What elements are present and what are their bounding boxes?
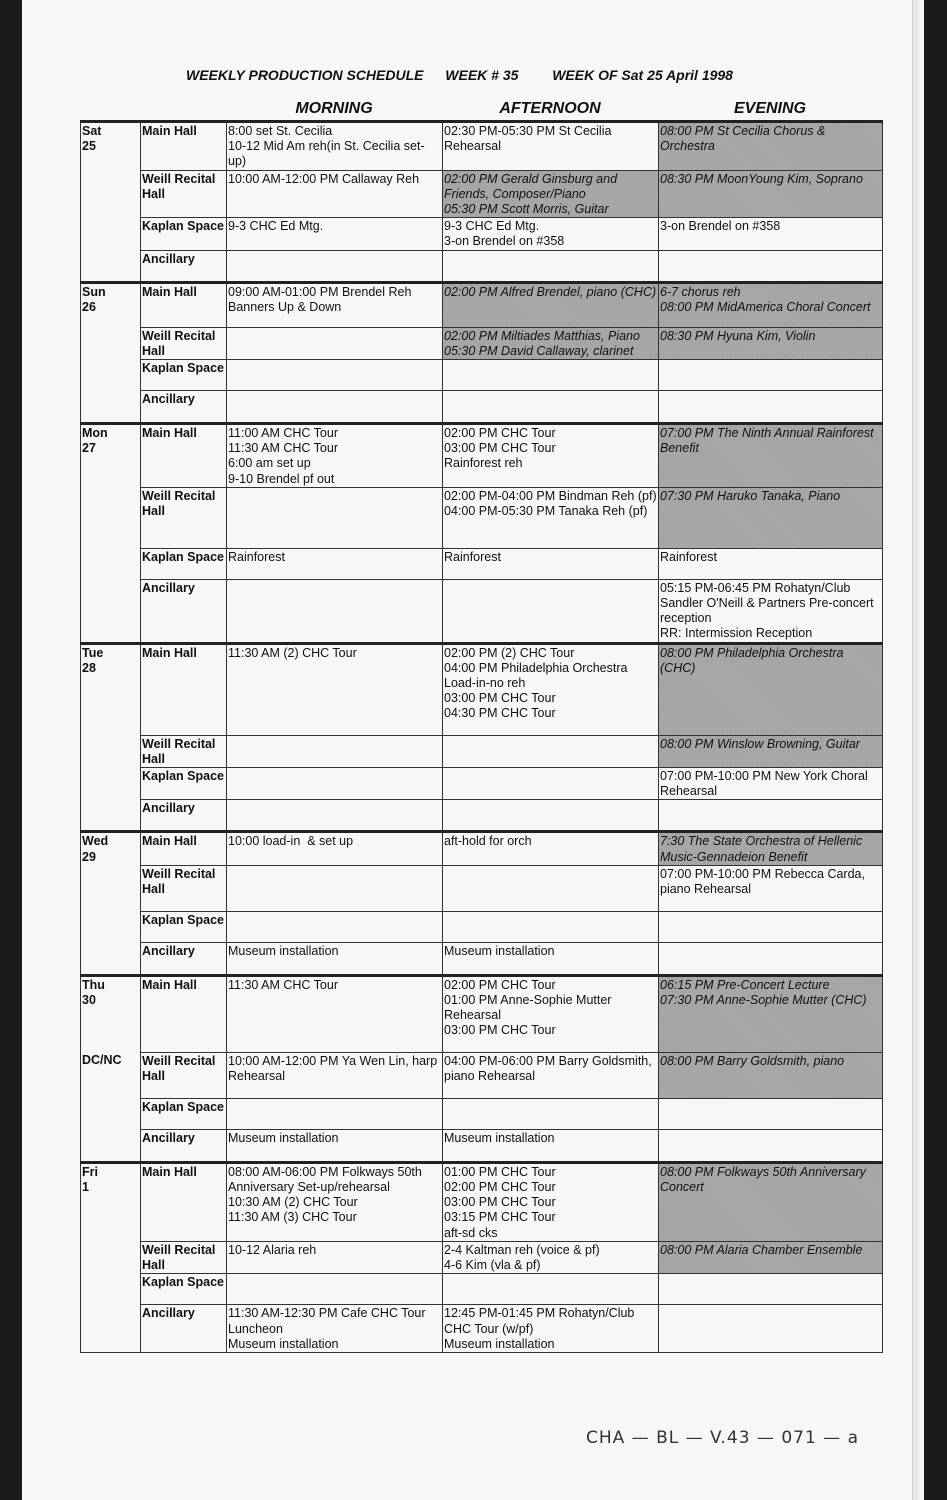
- afternoon-cell: [443, 832, 659, 865]
- space-label: Kaplan Space: [142, 912, 224, 927]
- schedule-entry: 07:30 PM Anne-Sophie Mutter (CHC): [660, 993, 867, 1008]
- schedule-entry: 08:00 PM Philadelphia Orchestra (CHC): [660, 645, 847, 675]
- day-cell: [81, 1274, 141, 1305]
- evening-cell: [659, 1162, 883, 1241]
- evening-cell: [659, 832, 883, 865]
- schedule-row: [81, 1305, 883, 1353]
- schedule-entry: 05:30 PM Scott Morris, Guitar: [444, 202, 609, 217]
- schedule-entry: 4-6 Kim (vla & pf): [444, 1258, 541, 1273]
- evening-cell: [659, 391, 883, 424]
- schedule-entry: 11:30 AM CHC Tour: [228, 977, 339, 992]
- morning-cell: [227, 975, 443, 1052]
- schedule-entry: 05:15 PM-06:45 PM Rohatyn/Club Sandler O'Neill & Partners Pre-concert reception: [660, 580, 878, 626]
- schedule-entry: 10-12 Mid Am reh(in St. Cecilia set-up): [228, 139, 425, 169]
- schedule-row: [81, 250, 883, 282]
- space-label: Main Hall: [142, 284, 197, 299]
- morning-header: MORNING: [295, 100, 373, 117]
- afternoon-cell: [443, 1274, 659, 1305]
- space-cell: [141, 218, 227, 250]
- space-label: Ancillary: [142, 1130, 195, 1145]
- space-cell: [141, 768, 227, 800]
- day-cell: [81, 282, 141, 327]
- evening-header: EVENING: [733, 100, 806, 117]
- evening-cell: [659, 1241, 883, 1273]
- space-cell: [141, 865, 227, 911]
- schedule-entry: 03:00 PM CHC Tour: [444, 691, 556, 706]
- schedule-row: [81, 327, 883, 359]
- space-label: Weill Recital Hall: [142, 171, 216, 201]
- evening-cell: [659, 250, 883, 282]
- space-label: Kaplan Space: [142, 1099, 224, 1114]
- space-cell: [141, 360, 227, 391]
- evening-cell: [659, 1305, 883, 1353]
- archive-annotation: CHA — BL — V.43 — 071 — a: [586, 1428, 859, 1448]
- schedule-entry: 12:45 PM-01:45 PM Rohatyn/Club CHC Tour (w/pf): [444, 1306, 638, 1336]
- schedule-entry: aft-hold for orch: [444, 834, 532, 849]
- schedule-entry: 04:00 PM Philadelphia Orchestra Load-in-no reh: [444, 660, 631, 691]
- space-cell: [141, 1162, 227, 1241]
- schedule-entry: 6-7 chorus reh: [660, 284, 741, 299]
- day-cell: [81, 911, 141, 942]
- schedule-entry: 10:00 AM-12:00 PM Ya Wen Lin, harp Rehearsal: [228, 1053, 441, 1084]
- space-label: Main Hall: [142, 645, 197, 660]
- afternoon-cell: [443, 735, 659, 767]
- schedule-entry: 2-4 Kaltman reh (voice & pf): [444, 1242, 600, 1257]
- day-cell: [81, 218, 141, 250]
- schedule-entry: Museum installation: [228, 1336, 339, 1351]
- schedule-entry: 07:00 PM-10:00 PM Rebecca Carda, piano Rehearsal: [660, 866, 869, 897]
- space-label: Weill Recital Hall: [142, 328, 216, 358]
- space-cell: [141, 643, 227, 735]
- afternoon-cell: [443, 250, 659, 282]
- afternoon-cell: [443, 800, 659, 832]
- schedule-entry: 08:00 PM MidAmerica Choral Concert: [660, 299, 871, 314]
- schedule-row: [81, 1129, 883, 1162]
- space-cell: [141, 282, 227, 327]
- schedule-entry: 9-3 CHC Ed Mtg.: [444, 219, 540, 234]
- space-cell: [141, 391, 227, 424]
- space-label: Ancillary: [142, 392, 195, 407]
- day-cell: [81, 942, 141, 975]
- morning-cell: [227, 942, 443, 975]
- schedule-row: [81, 643, 883, 735]
- schedule-entry: 02:00 PM Miltiades Matthias, Piano: [444, 328, 640, 343]
- space-cell: [141, 832, 227, 865]
- schedule-entry: Museum installation: [444, 1130, 555, 1145]
- day-cell: [81, 1162, 141, 1241]
- schedule-entry: 02:30 PM-05:30 PM St Cecilia Rehearsal: [444, 124, 615, 154]
- schedule-entry: RR: Intermission Reception: [660, 626, 813, 641]
- day-cell: [81, 360, 141, 391]
- morning-cell: [227, 768, 443, 800]
- schedule-entry: 08:30 PM MoonYoung Kim, Soprano: [660, 171, 863, 186]
- space-label: Weill Recital Hall: [142, 1053, 216, 1084]
- schedule-row: [81, 548, 883, 579]
- morning-cell: [227, 282, 443, 327]
- morning-cell: [227, 391, 443, 424]
- schedule-row: [81, 282, 883, 327]
- day-cell: [81, 800, 141, 832]
- morning-cell: [227, 1274, 443, 1305]
- day-label: 1: [82, 1180, 89, 1195]
- morning-cell: [227, 122, 443, 171]
- schedule-entry: 08:00 PM St Cecilia Chorus & Orchestra: [660, 124, 829, 154]
- morning-cell: [227, 643, 443, 735]
- schedule-row: [81, 170, 883, 218]
- schedule-entry: 9-3 CHC Ed Mtg.: [228, 219, 324, 234]
- day-label: Mon: [82, 426, 108, 441]
- morning-cell: [227, 735, 443, 767]
- morning-cell: [227, 360, 443, 391]
- space-label: Main Hall: [142, 426, 197, 441]
- schedule-entry: 11:30 AM CHC Tour: [228, 441, 339, 456]
- morning-cell: [227, 865, 443, 911]
- space-label: Weill Recital Hall: [142, 866, 216, 897]
- morning-cell: [227, 1098, 443, 1129]
- title-text: WEEKLY PRODUCTION SCHEDULE: [186, 67, 424, 83]
- afternoon-cell: [443, 218, 659, 250]
- day-cell: [81, 391, 141, 424]
- space-label: Weill Recital Hall: [142, 1242, 216, 1273]
- schedule-table: [80, 120, 883, 1353]
- space-cell: [141, 548, 227, 579]
- day-label: Tue: [82, 645, 104, 660]
- schedule-entry: 07:00 PM The Ninth Annual Rainforest Benefit: [660, 426, 878, 456]
- afternoon-cell: [443, 548, 659, 579]
- schedule-row: [81, 1274, 883, 1305]
- afternoon-cell: [443, 1052, 659, 1098]
- morning-cell: [227, 1305, 443, 1353]
- morning-cell: [227, 1129, 443, 1162]
- evening-cell: [659, 579, 883, 643]
- day-cell: [81, 579, 141, 643]
- schedule-entry: 11:00 AM CHC Tour: [228, 426, 339, 441]
- space-label: Kaplan Space: [142, 361, 224, 376]
- schedule-entry: Museum installation: [228, 1130, 339, 1145]
- evening-cell: [659, 800, 883, 832]
- day-label: Fri: [82, 1164, 98, 1179]
- space-label: Ancillary: [142, 943, 195, 958]
- schedule-entry: Museum installation: [228, 943, 339, 958]
- schedule-row: [81, 218, 883, 250]
- afternoon-cell: [443, 942, 659, 975]
- afternoon-cell: [443, 1129, 659, 1162]
- schedule-entry: 07:30 PM Haruko Tanaka, Piano: [660, 488, 841, 503]
- schedule-entry: Museum installation: [444, 943, 555, 958]
- space-label: Ancillary: [142, 801, 195, 816]
- schedule-entry: 3-on Brendel on #358: [444, 234, 565, 249]
- day-note: DC/NC: [82, 1053, 122, 1068]
- day-label: 30: [82, 993, 96, 1008]
- schedule-entry: 09:00 AM-01:00 PM Brendel Reh: [228, 284, 412, 299]
- schedule-entry: 03:00 PM CHC Tour: [444, 1023, 556, 1038]
- schedule-row: [81, 1241, 883, 1273]
- space-cell: [141, 424, 227, 488]
- schedule-entry: Banners Up & Down: [228, 299, 342, 314]
- schedule-row: [81, 768, 883, 800]
- schedule-row: [81, 122, 883, 171]
- morning-cell: [227, 424, 443, 488]
- afternoon-cell: [443, 911, 659, 942]
- schedule-entry: 02:00 PM Alfred Brendel, piano (CHC): [444, 284, 657, 299]
- schedule-row: [81, 865, 883, 911]
- day-cell: [81, 865, 141, 911]
- evening-cell: [659, 942, 883, 975]
- schedule-entry: Rainforest: [660, 549, 717, 564]
- evening-cell: [659, 360, 883, 391]
- schedule-entry: 02:00 PM Gerald Ginsburg and Friends, Composer/Piano: [444, 171, 621, 201]
- evening-cell: [659, 1129, 883, 1162]
- space-cell: [141, 122, 227, 171]
- day-cell: [81, 1052, 141, 1098]
- morning-cell: [227, 1241, 443, 1273]
- day-label: Thu: [82, 977, 105, 992]
- afternoon-cell: [443, 768, 659, 800]
- schedule-row: [81, 1052, 883, 1098]
- week-number: WEEK # 35: [445, 67, 519, 83]
- space-cell: [141, 170, 227, 218]
- schedule-row: [81, 1098, 883, 1129]
- schedule-entry: 03:00 PM CHC Tour: [444, 441, 556, 456]
- day-cell: [81, 832, 141, 865]
- day-cell: [81, 735, 141, 767]
- evening-cell: [659, 1098, 883, 1129]
- schedule-row: [81, 975, 883, 1052]
- page-edge: [912, 0, 919, 1500]
- morning-cell: [227, 1052, 443, 1098]
- evening-cell: [659, 975, 883, 1052]
- afternoon-cell: [443, 487, 659, 548]
- day-cell: [81, 643, 141, 735]
- space-cell: [141, 1129, 227, 1162]
- afternoon-header: AFTERNOON: [499, 100, 601, 117]
- day-cell: [81, 768, 141, 800]
- day-cell: [81, 122, 141, 171]
- schedule-entry: 10:30 AM (2) CHC Tour: [228, 1195, 358, 1210]
- day-cell: [81, 327, 141, 359]
- space-cell: [141, 250, 227, 282]
- space-cell: [141, 942, 227, 975]
- space-cell: [141, 1098, 227, 1129]
- afternoon-cell: [443, 579, 659, 643]
- evening-cell: [659, 1052, 883, 1098]
- afternoon-cell: [443, 975, 659, 1052]
- schedule-row: [81, 579, 883, 643]
- space-cell: [141, 1052, 227, 1098]
- evening-cell: [659, 865, 883, 911]
- schedule-entry: 11:30 AM (2) CHC Tour: [228, 645, 357, 660]
- evening-cell: [659, 487, 883, 548]
- space-label: Kaplan Space: [142, 549, 224, 564]
- afternoon-cell: [443, 643, 659, 735]
- morning-cell: [227, 218, 443, 250]
- afternoon-cell: [443, 1098, 659, 1129]
- day-label: 27: [82, 441, 96, 456]
- space-label: Kaplan Space: [142, 219, 224, 234]
- schedule-row: [81, 424, 883, 488]
- schedule-row: [81, 800, 883, 832]
- space-cell: [141, 975, 227, 1052]
- day-label: 28: [82, 660, 96, 675]
- day-cell: [81, 548, 141, 579]
- schedule-row: [81, 1162, 883, 1241]
- space-cell: [141, 735, 227, 767]
- space-label: Kaplan Space: [142, 1275, 224, 1290]
- schedule-entry: 08:00 PM Barry Goldsmith, piano: [660, 1053, 845, 1068]
- space-label: Main Hall: [142, 124, 197, 138]
- afternoon-cell: [443, 122, 659, 171]
- space-cell: [141, 800, 227, 832]
- schedule-entry: 07:00 PM-10:00 PM New York Choral Rehearsal: [660, 769, 872, 799]
- day-label: Sat: [82, 124, 102, 138]
- schedule-entry: 08:30 PM Hyuna Kim, Violin: [660, 328, 816, 343]
- day-cell: [81, 1305, 141, 1353]
- day-cell: [81, 170, 141, 218]
- schedule-entry: 02:00 PM (2) CHC Tour: [444, 645, 575, 660]
- evening-cell: [659, 768, 883, 800]
- schedule-entry: 01:00 PM CHC Tour: [444, 1164, 556, 1179]
- space-label: Ancillary: [142, 1306, 195, 1321]
- space-cell: [141, 487, 227, 548]
- afternoon-cell: [443, 1305, 659, 1353]
- schedule-entry: 02:00 PM CHC Tour: [444, 977, 556, 992]
- schedule-entry: 04:00 PM-05:30 PM Tanaka Reh (pf): [444, 504, 648, 519]
- schedule-title: [186, 67, 733, 83]
- schedule-entry: 03:15 PM CHC Tour: [444, 1210, 556, 1225]
- schedule-row: [81, 391, 883, 424]
- space-label: Main Hall: [142, 834, 197, 849]
- day-label: Wed: [82, 834, 109, 849]
- space-cell: [141, 327, 227, 359]
- afternoon-cell: [443, 327, 659, 359]
- schedule-row: [81, 487, 883, 548]
- evening-cell: [659, 911, 883, 942]
- schedule-entry: 01:00 PM Anne-Sophie Mutter Rehearsal: [444, 993, 615, 1023]
- schedule-entry: Museum installation: [444, 1336, 555, 1351]
- space-label: Ancillary: [142, 251, 195, 266]
- schedule-entry: 02:00 PM CHC Tour: [444, 426, 556, 441]
- evening-cell: [659, 735, 883, 767]
- schedule-entry: Rainforest: [228, 549, 285, 564]
- space-label: Main Hall: [142, 977, 197, 992]
- space-cell: [141, 1274, 227, 1305]
- space-label: Weill Recital Hall: [142, 736, 216, 766]
- schedule-entry: 02:00 PM-04:00 PM Bindman Reh (pf): [444, 488, 657, 503]
- afternoon-cell: [443, 282, 659, 327]
- schedule-entry: 08:00 PM Folkways 50th Anniversary Concert: [660, 1164, 870, 1195]
- morning-cell: [227, 327, 443, 359]
- day-cell: [81, 1241, 141, 1273]
- space-cell: [141, 1305, 227, 1353]
- schedule-row: [81, 911, 883, 942]
- schedule-entry: 10:00 load-in & set up: [228, 834, 354, 849]
- schedule-entry: 11:30 AM (3) CHC Tour: [228, 1210, 357, 1225]
- week-of: WEEK OF Sat 25 April 1998: [552, 67, 733, 83]
- schedule-entry: 06:15 PM Pre-Concert Lecture: [660, 977, 830, 992]
- afternoon-cell: [443, 391, 659, 424]
- morning-cell: [227, 832, 443, 865]
- schedule-entry: 05:30 PM David Callaway, clarinet: [444, 343, 634, 358]
- space-label: Ancillary: [142, 580, 195, 595]
- afternoon-cell: [443, 865, 659, 911]
- evening-cell: [659, 424, 883, 488]
- schedule-row: [81, 832, 883, 865]
- schedule-entry: 6:00 am set up: [228, 456, 311, 471]
- morning-cell: [227, 487, 443, 548]
- morning-cell: [227, 579, 443, 643]
- schedule-entry: 10:00 AM-12:00 PM Callaway Reh: [228, 171, 420, 186]
- day-label: 25: [82, 139, 96, 154]
- schedule-entry: 8:00 set St. Cecilia: [228, 124, 333, 138]
- schedule-entry: 3-on Brendel on #358: [660, 219, 781, 234]
- morning-cell: [227, 250, 443, 282]
- evening-cell: [659, 218, 883, 250]
- evening-cell: [659, 643, 883, 735]
- day-cell: [81, 1098, 141, 1129]
- schedule-entry: 08:00 PM Alaria Chamber Ensemble: [660, 1242, 863, 1257]
- space-cell: [141, 579, 227, 643]
- schedule-entry: 10-12 Alaria reh: [228, 1242, 317, 1257]
- schedule-entry: 04:00 PM-06:00 PM Barry Goldsmith, piano Rehearsal: [444, 1053, 656, 1084]
- evening-cell: [659, 282, 883, 327]
- morning-cell: [227, 548, 443, 579]
- schedule-entry: 11:30 AM-12:30 PM Cafe CHC Tour Luncheon: [228, 1306, 430, 1336]
- schedule-entry: aft-sd cks: [444, 1225, 498, 1240]
- day-cell: [81, 1129, 141, 1162]
- day-label: Sun: [82, 284, 106, 299]
- day-cell: [81, 975, 141, 1052]
- space-label: Main Hall: [142, 1164, 197, 1179]
- schedule-row: [81, 735, 883, 767]
- morning-cell: [227, 800, 443, 832]
- evening-cell: [659, 327, 883, 359]
- schedule-entry: 7:30 The State Orchestra of Hellenic Music-Gennadeion Benefit: [660, 834, 866, 864]
- space-cell: [141, 1241, 227, 1273]
- schedule-row: [81, 942, 883, 975]
- space-label: Kaplan Space: [142, 769, 224, 784]
- schedule-row: [81, 360, 883, 391]
- space-cell: [141, 911, 227, 942]
- afternoon-cell: [443, 1162, 659, 1241]
- evening-cell: [659, 1274, 883, 1305]
- space-label: Weill Recital Hall: [142, 488, 216, 519]
- morning-cell: [227, 1162, 443, 1241]
- schedule-entry: Rainforest reh: [444, 456, 523, 471]
- schedule-entry: Rainforest: [444, 549, 501, 564]
- day-label: 26: [82, 299, 96, 314]
- evening-cell: [659, 122, 883, 171]
- schedule-entry: 08:00 PM Winslow Browning, Guitar: [660, 736, 860, 751]
- afternoon-cell: [443, 360, 659, 391]
- morning-cell: [227, 170, 443, 218]
- schedule-entry: 03:00 PM CHC Tour: [444, 1195, 556, 1210]
- schedule-entry: 08:00 AM-06:00 PM Folkways 50th Anniversary Set-up/rehearsal: [228, 1164, 425, 1195]
- afternoon-cell: [443, 424, 659, 488]
- schedule-entry: 02:00 PM CHC Tour: [444, 1180, 556, 1195]
- day-cell: [81, 424, 141, 488]
- evening-cell: [659, 170, 883, 218]
- day-cell: [81, 250, 141, 282]
- afternoon-cell: [443, 170, 659, 218]
- evening-cell: [659, 548, 883, 579]
- day-cell: [81, 487, 141, 548]
- schedule-entry: 04:30 PM CHC Tour: [444, 706, 556, 721]
- day-label: 29: [82, 849, 96, 864]
- morning-cell: [227, 911, 443, 942]
- afternoon-cell: [443, 1241, 659, 1273]
- schedule-entry: 9-10 Brendel pf out: [228, 471, 335, 486]
